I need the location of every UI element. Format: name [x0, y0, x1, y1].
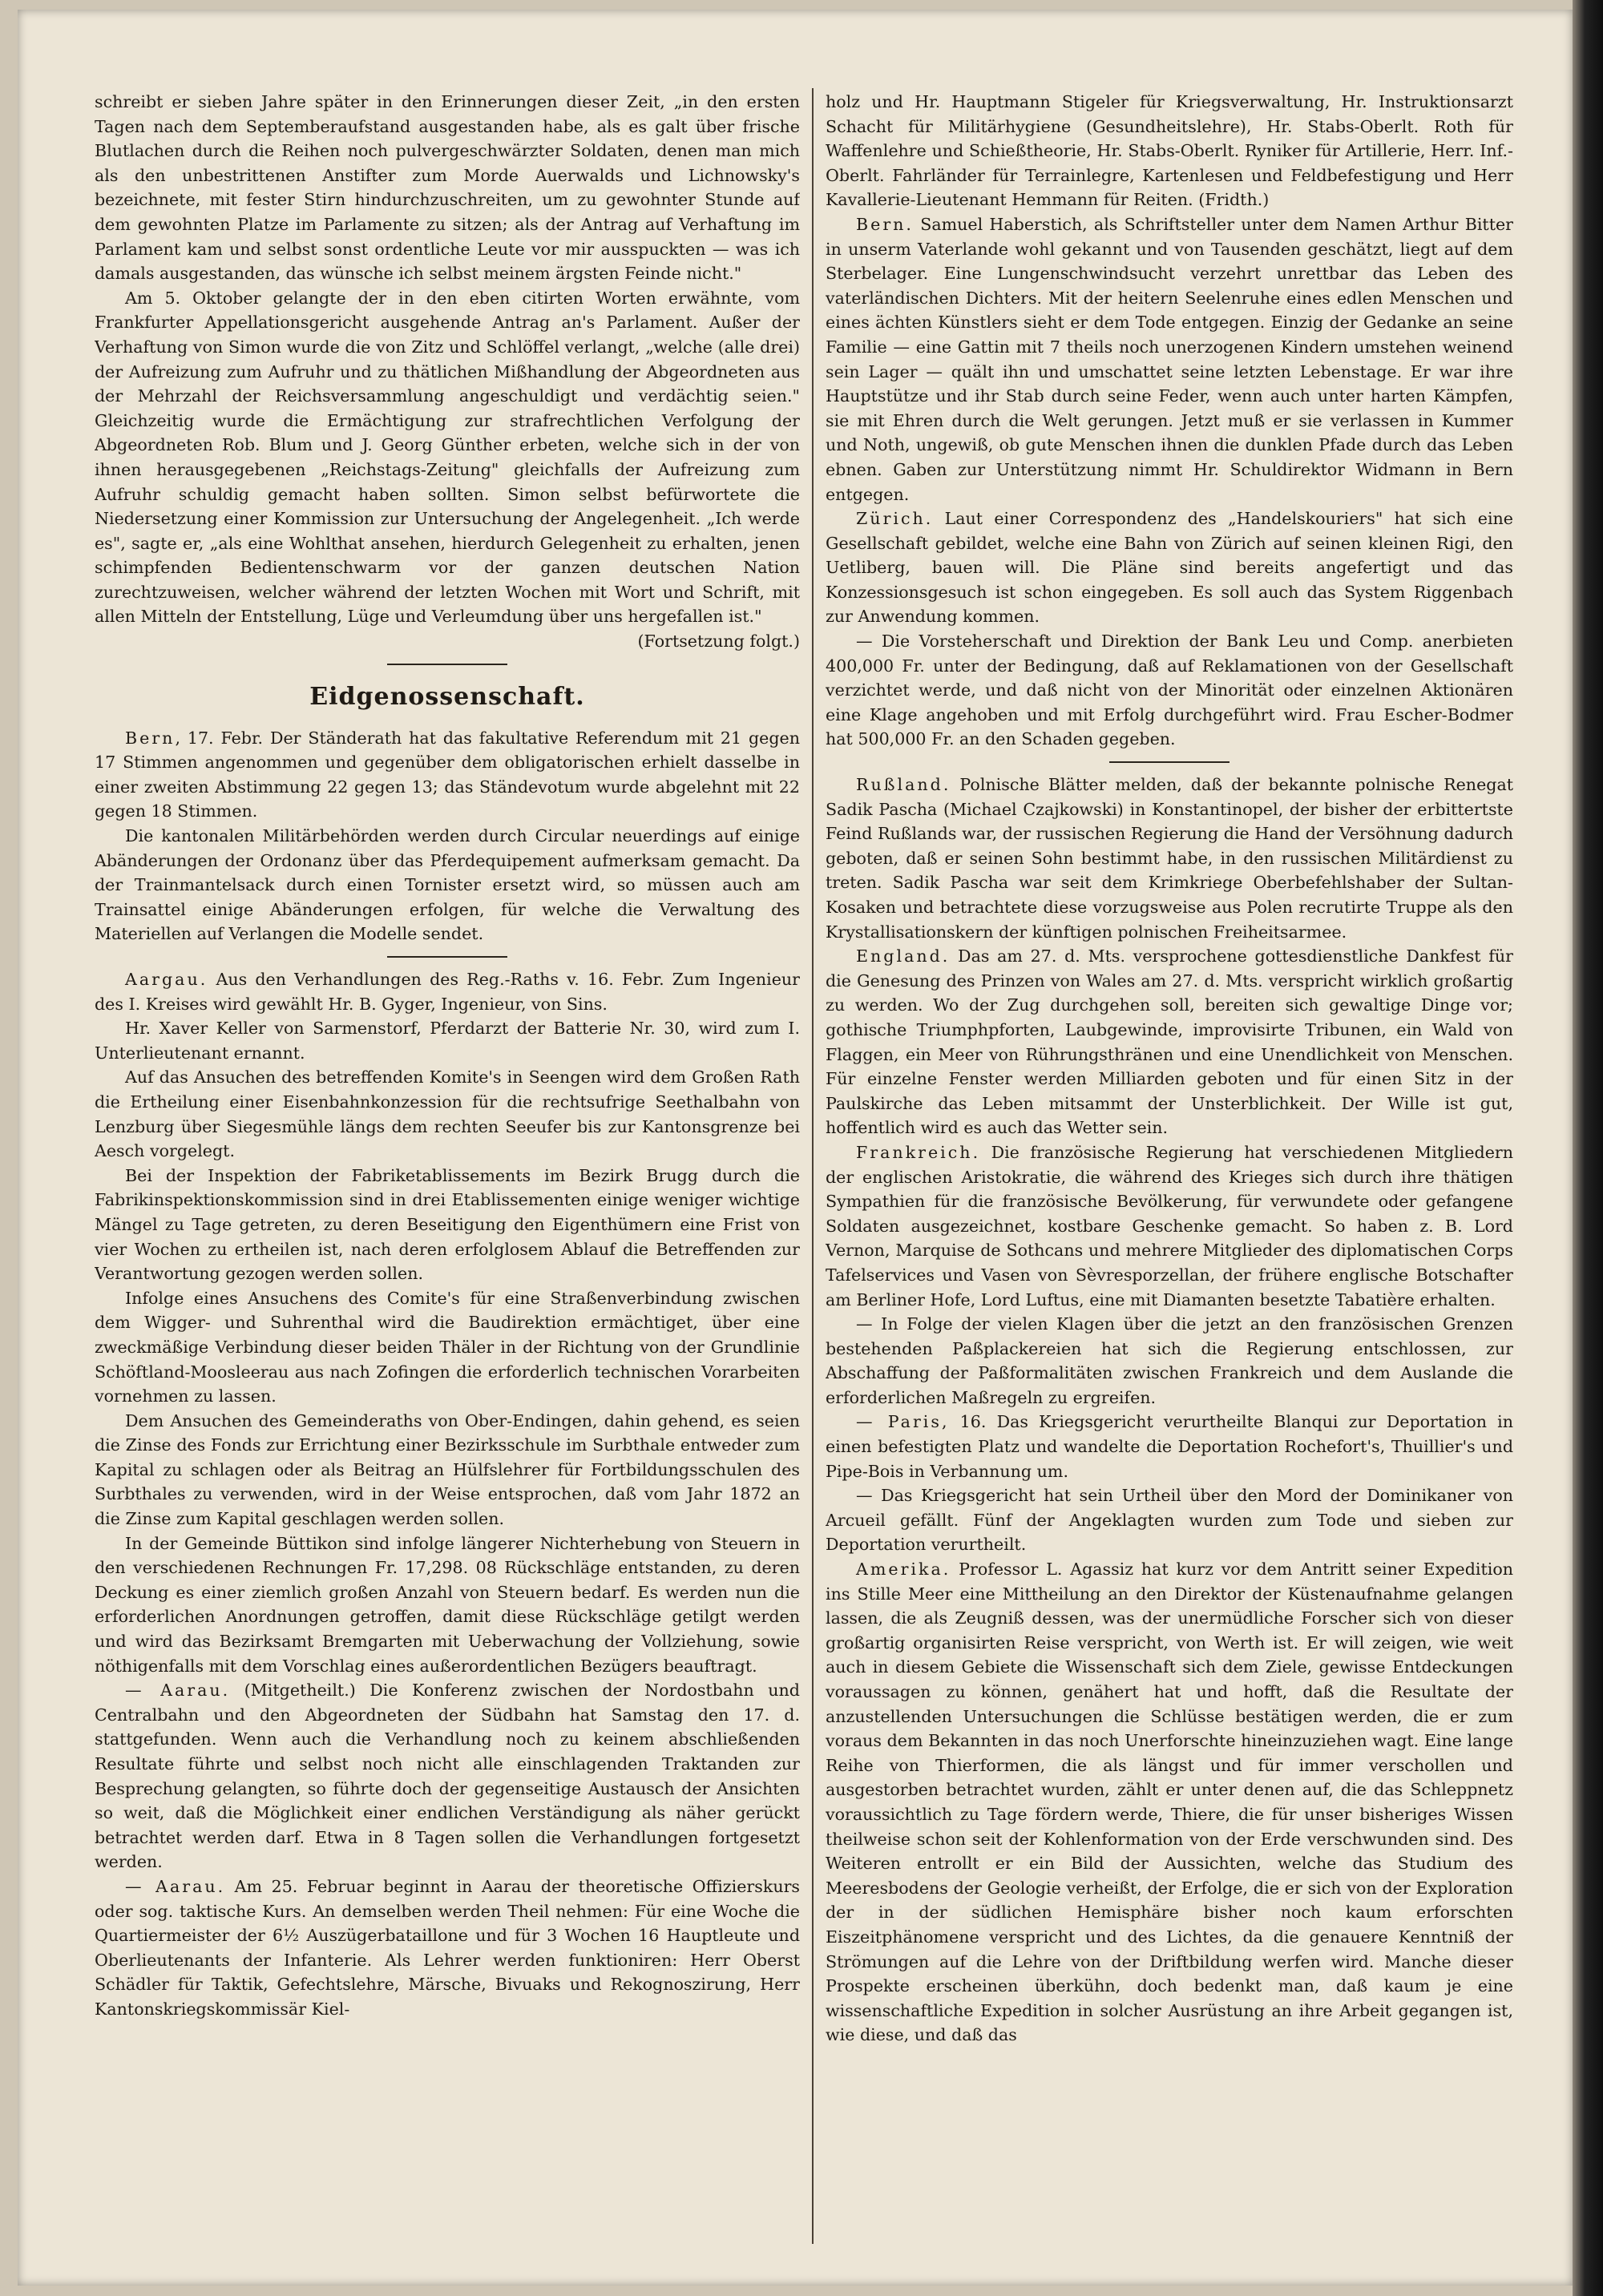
news-item: Bern, 17. Febr. Der Ständerath hat das fakultative Referendum mit 21 gegen 17 Stimmen angenommen und gegenüber dem obligatorischen erhielt dasselbe in einer zweiten Abstimmung 22 gegen 13; das Ständevotum wurde abgelehnt mit 22 gegen 18 Stimmen.: [95, 728, 800, 821]
news-item: — Die Vorsteherschaft und Direktion der Bank Leu und Comp. anerbieten 400,000 Fr. unter der Bedingung, daß auf Reklamationen von der Gesellschaft verzichtet werde, und daß nicht von der Minorität oder einzelnen Aktionären eine Klage angehoben und mit Erfolg durchgeführt wird. Frau Escher-Bodmer hat 500,000 Fr. an den Schaden gegeben.: [826, 632, 1513, 749]
news-item: Bei der Inspektion der Fabriketablissements im Bezirk Brugg durch die Fabrikinspektionskommission sind in drei Etablissementen einige weniger wichtige Mängel zu Tage getreten, zu deren Beseitigung den Eigenthümern eine Frist von vier Wochen zu ertheilen ist, nach deren erfolglosem Ablauf die Betreffenden zur Verantwortung gezogen werden sollen.: [95, 1165, 800, 1284]
continuation-note: (Fortsetzung folgt.): [637, 632, 800, 652]
article-paragraph: Am 5. Oktober gelangte der in den eben citirten Worten erwähnte, vom Frankfurter Appellationsgericht ausgehende Antrag an's Parlament. Außer der Verhaftung von Simon wurde die von Zitz und Schlöffel verlangt, „welche (alle drei) der Aufreizung zum Aufruhr und zu thätlichen Mißhandlung der Abgeordneten aus der Mehrzahl der Reichsversammlung angeschuldigt und verdächtig seien." Gleichzeitig wurde die Ermächtigung zur strafrechtlichen Verfolgung der Abgeordneten Rob. Blum und J. Georg Günther erbeten, welche sich in der von ihnen herausgegebenen „Reichstags-Zeitung" gleichfalls der Aufreizung zum Aufruhr schuldig gemacht haben sollten. Simon selbst befürwortete die Niedersetzung einer Kommission zur Untersuchung der Angelegenheit. „Ich werde es", sagte er, „als eine Wohlthat ansehen, hierdurch Gelegenheit zu erhalten, jenen schimpfenden Bedientenschwarm vor der ganzen deutschen Nation zurechtzuweisen, welcher während der letzten Wochen mit Wort und Schrift, mit allen Mitteln der Entstellung, Lüge und Verleumdung über uns hergefallen ist.": [95, 288, 800, 627]
dateline-place: Bern: [125, 728, 176, 748]
section-rule: [1109, 761, 1230, 763]
news-item: — Paris, 16. Das Kriegsgericht verurtheilte Blanqui zur Deportation in einen befestigten Platz und wandelte die Deportation Rochefort's, Thuillier's und Pipe-Bois in Verbannung um.: [826, 1412, 1513, 1481]
section-rule: [387, 956, 507, 958]
news-item: In der Gemeinde Büttikon sind infolge längerer Nichterhebung von Steuern in den verschiedenen Rechnungen Fr. 17,298. 08 Rückschläge entstanden, zu deren Deckung es einer ziemlich großen Anzahl von Steuern bedarf. Es werden nun die erforderlichen Anordnungen getroffen, damit diese Rückschläge getilgt werden und wird das Bezirksamt Bremgarten mit Ueberwachung der Vollziehung, sowie nöthigenfalls mit dem Vorschlag eines außerordentlichen Bezügers beauftragt.: [95, 1533, 800, 1676]
news-item: — Aarau. (Mitgetheilt.) Die Konferenz zwischen der Nordostbahn und Centralbahn und den Abgeordneten der Südbahn hat Samstag den 17. d. stattgefunden. Wenn auch die Verhandlung noch zu keinem abschließenden Resultate führte und selbst noch nicht alle einschlagenden Traktanden zur Besprechung gelangten, so führte doch der gegenseitige Austausch der Ansichten so weit, daß die Möglichkeit einer endlichen Verständigung als näher gerückt betrachtet werden darf. Etwa in 8 Tagen sollen die Verhandlungen fortgesetzt werden.: [95, 1681, 800, 1872]
news-item: Hr. Xaver Keller von Sarmenstorf, Pferdarzt der Batterie Nr. 30, wird zum I. Unterlieutenant ernannt.: [95, 1019, 800, 1063]
dateline-place: — Paris,: [856, 1412, 950, 1432]
section-heading: Eidgenossenschaft.: [309, 682, 585, 711]
news-item: Aargau. Aus den Verhandlungen des Reg.-Raths v. 16. Febr. Zum Ingenieur des I. Kreises wird gewählt Hr. B. Gyger, Ingenieur, von Sins.: [95, 970, 800, 1014]
dateline-place: — Aarau.: [125, 1681, 231, 1701]
book-binding-edge: [1573, 0, 1603, 2296]
right-column: [826, 90, 1513, 2246]
dateline-place: — Aarau.: [125, 1876, 226, 1896]
dateline-place: Aargau.: [125, 970, 208, 989]
news-item: — In Folge der vielen Klagen über die jetzt an den französischen Grenzen bestehenden Paßplackereien hat sich die Regierung entschlossen, zur Abschaffung der Paßformalitäten zwischen Frankreich und dem Auslande die erforderlichen Maßregeln zu ergreifen.: [826, 1314, 1513, 1407]
dateline-place: Bern.: [856, 214, 914, 234]
news-item: — Aarau. Am 25. Februar beginnt in Aarau der theoretische Offizierskurs oder sog. taktische Kurs. An demselben werden Theil nehmen: Für eine Woche die Quartiermeister der 6½ Auszügerbataillone und für 3 Wochen 16 Hauptleute und Oberlieutenants der Infanterie. Als Lehrer werden funktioniren: Herr Oberst Schädler für Taktik, Gefechtslehre, Märsche, Bivuaks und Rekognoszirung, Herr Kantonskriegskommissär Kiel-: [95, 1876, 800, 2019]
news-item: Zürich. Laut einer Correspondenz des „Handelskouriers" hat sich eine Gesellschaft gebildet, welche eine Bahn von Zürich auf seinen kleinen Rigi, den Uetliberg, bauen will. Die Pläne sind bereits angefertigt und das Konzessionsgesuch ist schon eingegeben. Es soll auch das System Riggenbach zur Anwendung kommen.: [826, 509, 1513, 627]
news-item: Rußland. Polnische Blätter melden, daß der bekannte polnische Renegat Sadik Pascha (Michael Czajkowski) in Konstantinopel, der bisher der erbittertste Feind Rußlands war, der russischen Regierung die Hand der Versöhnung dadurch geboten, daß er seinen Sohn bestimmt habe, in den russischen Militärdienst zu treten. Sadik Pascha war seit dem Krimkriege Oberbefehlshaber der Sultan-Kosaken und betrachtete diese vorzugsweise aus Polen recrutirte Truppe als den Krystallisationskern der künftigen polnischen Freiheitsarmee.: [826, 775, 1513, 942]
news-item: England. Das am 27. d. Mts. versprochene gottesdienstliche Dankfest für die Genesung des Prinzen von Wales am 27. d. Mts. verspricht wirklich großartig zu werden. Wo der Zug durchgehen soll, bereiten sich gewaltige Dinge vor; gothische Triumphpforten, Laubgewinde, improvisirte Tribunen, ein Wald von Flaggen, ein Meer von Rührungsthränen und eine Unendlichkeit von Menschen. Für einzelne Fenster werden Milliarden geboten und für einen Sitz in der Paulskirche das Leben mitsammt der Unsterblichkeit. Der Wille ist gut, hoffentlich wird es auch das Wetter sein.: [826, 946, 1513, 1138]
dateline-place: England.: [856, 946, 951, 966]
news-item: Infolge eines Ansuchens des Comite's für eine Straßenverbindung zwischen dem Wigger- und Suhrenthal wird die Baudirektion ermächtiget, über eine zweckmäßige Verbindung dieser beiden Thäler in der Richtung von der Grundlinie Schöftland-Moosleerau aus nach Zofingen die erforderlich technischen Vorarbeiten vornehmen zu lassen.: [95, 1288, 800, 1406]
news-item: — Das Kriegsgericht hat sein Urtheil über den Mord der Dominikaner von Arcueil gefällt. Fünf der Angeklagten wurden zum Tode und sieben zur Deportation verurtheilt.: [826, 1486, 1513, 1555]
news-item: Amerika. Professor L. Agassiz hat kurz vor dem Antritt seiner Expedition ins Stille Meer eine Mittheilung an den Direktor der Küstenaufnahme gelangen lassen, die als Zeugniß dessen, was der unermüdliche Forscher sich von dieser großartig organisirten Reise verspricht, von Werth ist. Er will zeigen, wie weit auch in diesem Gebiete die Wissenschaft sich dem Ziele, gewisse Entdeckungen voraussagen zu können, genähert hat und hofft, daß die Resultate der anzustellenden Untersuchungen die Schlüsse bestätigen werden, die er zum voraus dem Bekannten in das noch Unerforschte hineinzuziehen wagt. Eine lange Reihe von Thierformen, die als längst und für immer verschollen und ausgestorben betrachtet wurden, zählt er unter denen auf, die das Schleppnetz voraussichtlich zu Tage fördern werde, Thiere, die für unser bisheriges Wissen theilweise schon seit der Kohlenformation von der Erde verschwunden sind. Des Weiteren entrollt er ein Bild der Aussichten, welche das Studium des Meeresbodens der Geologie verheißt, der Erfolge, die er sich von der Exploration der in der südlichen Hemisphäre bisher noch kaum erforschten Eiszeitphänomene verspricht und des Lichtes, da die genauere Kenntniß der Strömungen auf die Lehre von der Driftbildung werfen wird. Manche dieser Prospekte erscheinen überkühn, doch bedenkt man, daß kaum je eine wissenschaftliche Expedition in solcher Ausrüstung an ihre Arbeit gegangen ist, wie diese, und daß das: [826, 1560, 1513, 2045]
dateline-place: Amerika.: [856, 1560, 951, 1580]
dateline-place: Zürich.: [856, 509, 934, 529]
dateline-place: Frankreich.: [856, 1142, 981, 1162]
news-item: Auf das Ansuchen des betreffenden Komite's in Seengen wird dem Großen Rath die Ertheilung einer Eisenbahnkonzession für die rechtsufrige Seethalbahn von Lenzburg über Siegesmühle längs dem rechten Seeufer bis zur Kantonsgrenze bei Aesch vorgelegt.: [95, 1067, 800, 1161]
dateline-place: Rußland.: [856, 775, 951, 795]
column-divider: [812, 88, 814, 2244]
news-item: Dem Ansuchen des Gemeinderaths von Ober-Endingen, dahin gehend, es seien die Zinse des Fonds zur Errichtung einer Bezirksschule im Surbthale entweder zum Kapital zu schlagen oder als Beitrag an Hülfslehrer für Fortbildungsschulen des Surbthales zu verwenden, wird in der Weise entsprochen, daß vom Jahr 1872 an die Zinse zum Kapital geschlagen werden sollen.: [95, 1410, 800, 1529]
news-item: Frankreich. Die französische Regierung hat verschiedenen Mitgliedern der englischen Aristokratie, die während des Krieges sich durch ihre thätigen Sympathien für die französische Bevölkerung, für verwundete oder gefangene Soldaten ausgezeichnet, kostbare Geschenke gemacht. So haben z. B. Lord Vernon, Marquise de Sothcans und mehrere Mitglieder des diplomatischen Corps Tafelservices und Vasen von Sèvresporzellan, der frühere englische Botschafter am Berliner Hofe, Lord Luftus, eine mit Diamanten besetzte Tabatière erhalten.: [826, 1142, 1513, 1309]
news-item: Die kantonalen Militärbehörden werden durch Circular neuerdings auf einige Abänderungen der Ordonanz über das Pferdequipement aufmerksam gemacht. Da der Trainmantelsack durch einen Tornister ersetzt wird, so müssen auch am Trainsattel einige Abänderungen erfolgen, für welche die Verwaltung des Materiellen auf Verlangen die Modelle sendet.: [95, 826, 800, 944]
left-column: [95, 90, 800, 2246]
article-paragraph: schreibt er sieben Jahre später in den Erinnerungen dieser Zeit, „in den ersten Tagen nach dem Septemberaufstand ausgestanden habe, als es galt über frische Blutlachen durch die Reihen noch pulvergeschwärzter Soldaten, denen man mich als den unbestrittenen Anstifter zum Morde Auerwalds und Lichnowsky's bezeichnete, mit fester Stirn hindurchzuschreiten, um zu gewohnter Stunde auf dem gewohnten Platze im Parlamente zu sitzen; als der Antrag auf Verhaftung im Parlament kam und selbst sonst ordentliche Leute vor mir ausspuckten — was ich damals ausgestanden, das wünsche ich selbst meinem ärgsten Feinde nicht.": [95, 92, 800, 284]
section-rule: [387, 664, 507, 665]
news-item: Bern. Samuel Haberstich, als Schriftsteller unter dem Namen Arthur Bitter in unserm Vaterlande wohl gekannt und von Tausenden geschätzt, liegt auf dem Sterbelager. Eine Lungenschwindsucht verzehrt unrettbar das Leben des vaterländischen Dichters. Mit der heitern Seelenruhe eines edlen Menschen und eines ächten Künstlers sieht er dem Tode entgegen. Einzig der Gedanke an seine Familie — eine Gattin mit 7 theils noch unerzogenen Kindern umstehen weinend sein Lager — quält ihn und umschattet seine letzten Lebenstage. Er war ihre Hauptstütze und ihr Stab durch seine Feder, wenn auch unter harten Kämpfen, sie mit Ehren durch die Welt gerungen. Jetzt muß er sie verlassen in Kummer und Noth, ungewiß, ob gute Menschen ihnen die dunklen Pfade durch das Leben ebnen. Gaben zur Unterstützung nimmt Hr. Schuldirektor Widmann in Bern entgegen.: [826, 214, 1513, 504]
news-item: holz und Hr. Hauptmann Stigeler für Kriegsverwaltung, Hr. Instruktionsarzt Schacht für Militärhygiene (Gesundheitslehre), Hr. Stabs-Oberlt. Roth für Waffenlehre und Schießtheorie, Hr. Stabs-Oberlt. Ryniker für Artillerie, Herr. Inf.-Oberlt. Fahrländer für Terrainlegre, Kartenlesen und Feldbefestigung und Herr Kavallerie-Lieutenant Hemmann für Reiten. (Fridth.): [826, 92, 1513, 210]
